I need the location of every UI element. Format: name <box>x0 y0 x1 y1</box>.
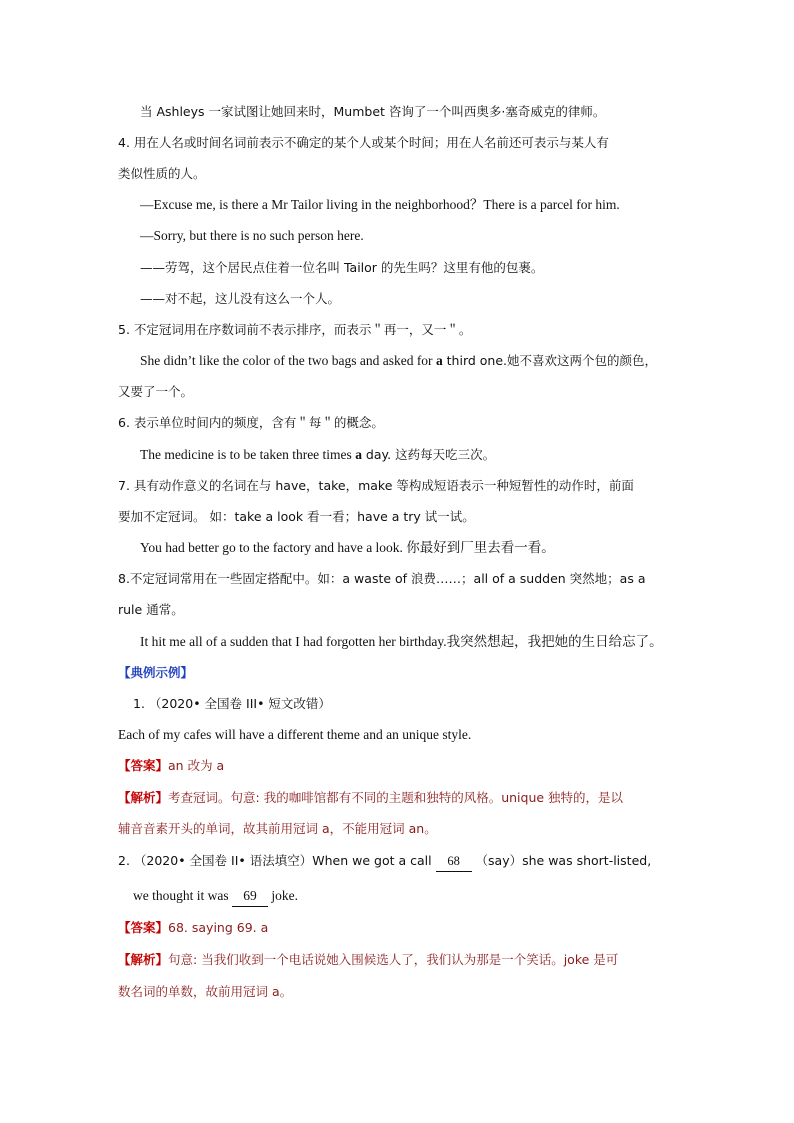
question-text <box>133 886 298 907</box>
analysis-label: 【解析】 <box>118 790 169 805</box>
text-segment: （say）she was short-listed, <box>471 853 652 868</box>
text-segment: day. 这药每天吃三次。 <box>361 447 496 462</box>
text-line: 8.不定冠词常用在一些固定搭配中。如：a waste of 浪费……；all of a sudden 突然地；as a <box>118 571 646 586</box>
answer-line <box>118 918 268 938</box>
text-segment: we thought it was <box>133 888 232 903</box>
text-line: —Sorry, but there is no such person here. <box>140 228 364 243</box>
text-line: —Excuse me, is there a Mr Tailor living in the neighborhood？There is a parcel for him. <box>140 197 620 212</box>
text-line: It hit me all of a sudden that I had forgotten her birthday.我突然想起，我把她的生日给忘了。 <box>140 634 663 649</box>
text-line: 4. 用在人名或时间名词前表示不确定的某个人或某个时间；用在人名前还可表示与某人有 <box>118 135 609 150</box>
text-line: 当 Ashleys 一家试图让她回来时，Mumbet 咨询了一个叫西奥多·塞奇威克的律师。 <box>140 104 606 119</box>
answer-label: 【答案】 <box>118 758 169 773</box>
analysis-text: 句意: 当我们收到一个电话说她入围候选人了，我们认为那是一个笑话。joke 是可 <box>168 952 619 967</box>
text-line: 要加不定冠词。 如：take a look 看一看；have a try 试一试。 <box>118 509 475 524</box>
text-line: 7. 具有动作意义的名词在与 have，take，make 等构成短语表示一种短暂性的动作时，前面 <box>118 478 634 493</box>
text-line: 6. 表示单位时间内的频度，含有＂每＂的概念。 <box>118 415 384 430</box>
answer-label: 【答案】 <box>118 920 169 935</box>
question-text: Each of my cafes will have a different theme and an unique style. <box>118 727 472 742</box>
analysis-label: 【解析】 <box>118 952 169 967</box>
analysis-text: 考查冠词。句意: 我的咖啡馆都有不同的主题和独特的风格。unique 独特的，是以 <box>168 790 624 805</box>
text-segment: The medicine is to be taken three times <box>140 447 356 462</box>
answer-line <box>118 756 224 776</box>
answer-text: an 改为 a <box>168 758 225 773</box>
emphasis-article: a <box>435 353 443 368</box>
text-line: rule 通常。 <box>118 602 184 617</box>
analysis-line <box>118 788 623 808</box>
analysis-line <box>118 950 618 970</box>
question-text <box>118 851 651 872</box>
text-line <box>140 351 657 371</box>
text-line: You had better go to the factory and have a look. 你最好到厂里去看一看。 <box>140 540 555 555</box>
analysis-text: 数名词的单数，故前用冠词 a。 <box>118 984 293 999</box>
section-heading: 【典例示例】 <box>118 665 194 680</box>
text-line: 又要了一个。 <box>118 384 194 399</box>
text-line <box>140 445 495 465</box>
text-line: 5. 不定冠词用在序数词前不表示排序，而表示＂再一，又一＂。 <box>118 322 472 337</box>
text-line: ——对不起，这儿没有这么一个人。 <box>140 291 341 306</box>
blank-69: 69 <box>232 886 268 907</box>
text-segment: joke. <box>268 888 298 903</box>
blank-68: 68 <box>436 851 472 872</box>
text-segment: She didn’t like the color of the two bags and asked for <box>140 353 436 368</box>
emphasis-article: a <box>355 447 362 462</box>
text-line: 类似性质的人。 <box>118 166 206 181</box>
answer-text: 68. saying 69. a <box>168 920 269 935</box>
text-segment: 2. （2020• 全国卷 II• 语法填空）When we got a call <box>118 853 436 868</box>
text-line: ——劳驾，这个居民点住着一位名叫 Tailor 的先生吗？这里有他的包裹。 <box>140 260 544 275</box>
text-segment: third one.她不喜欢这两个包的颜色， <box>442 353 658 368</box>
question-source: 1. （2020• 全国卷 III• 短文改错） <box>133 696 331 711</box>
analysis-text: 辅音音素开头的单词，故其前用冠词 a，不能用冠词 an。 <box>118 821 437 836</box>
